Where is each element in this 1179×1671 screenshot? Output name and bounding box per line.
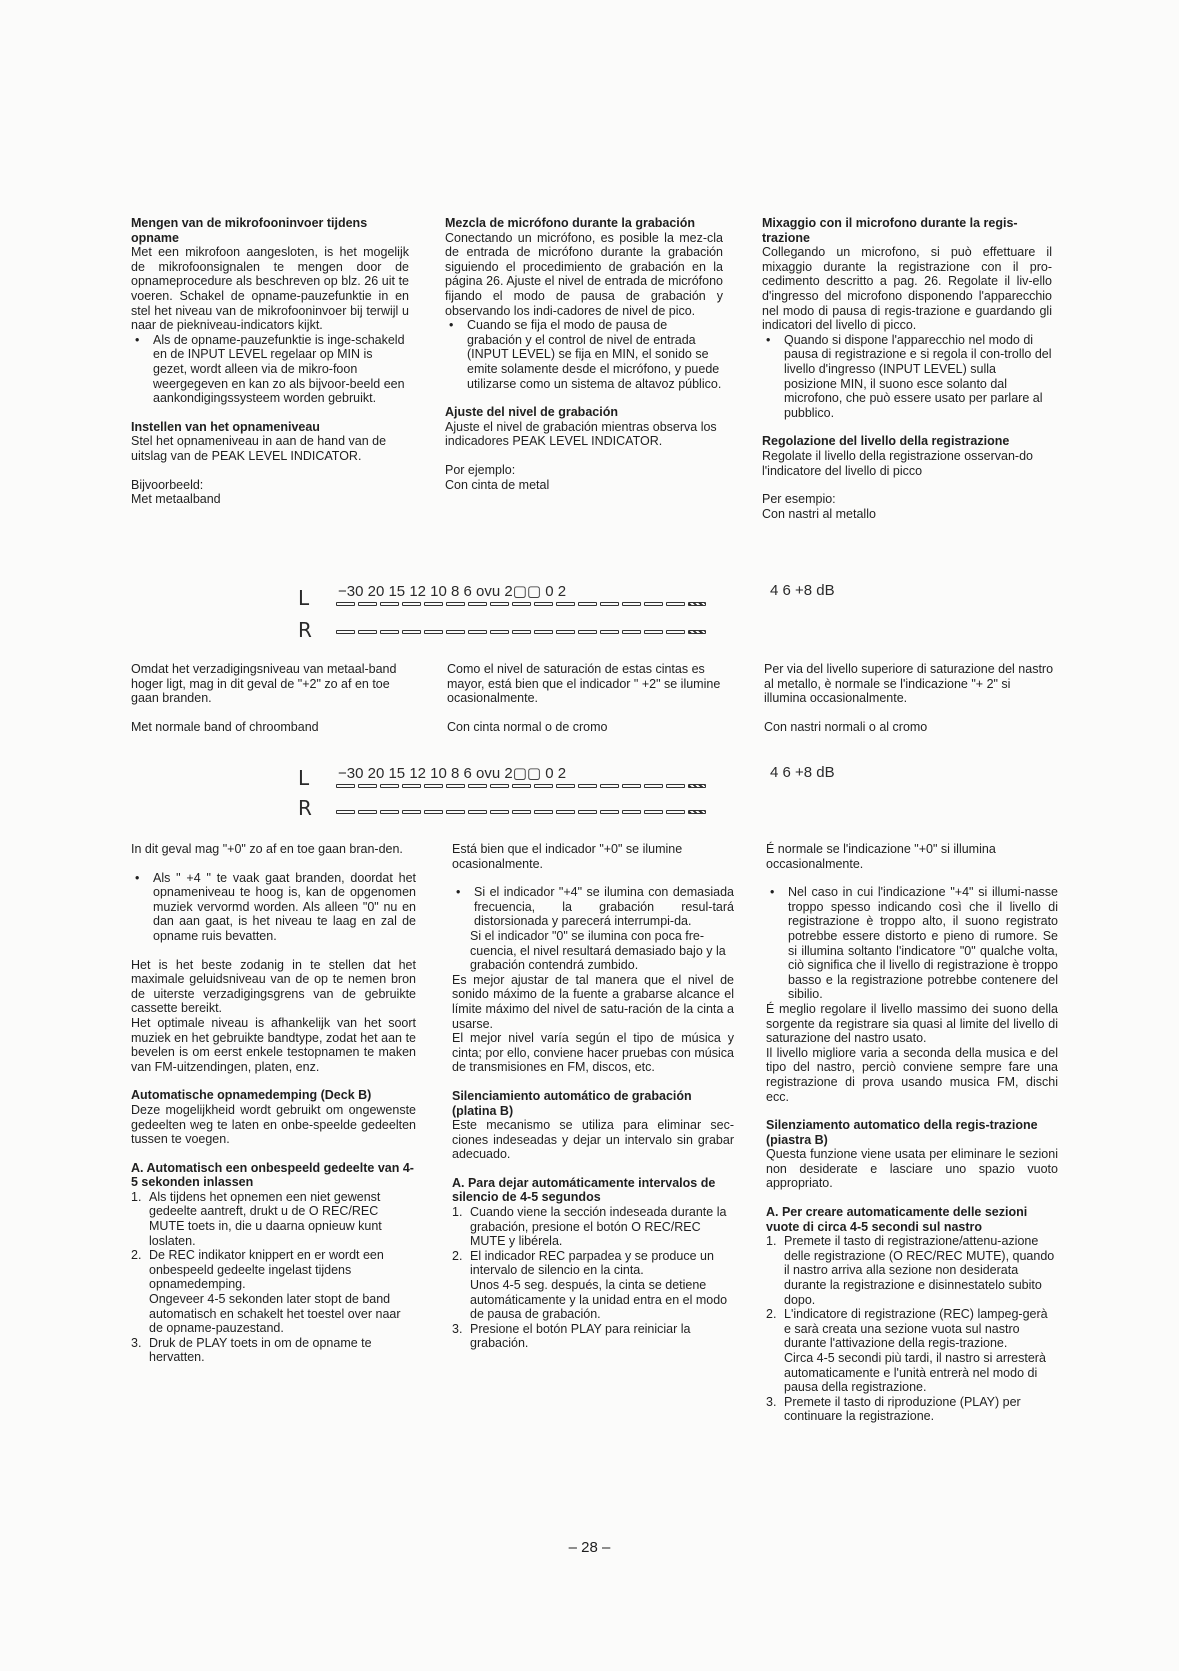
column-dutch <box>131 216 409 507</box>
meter-segment <box>402 784 421 788</box>
page-number: – 28 – <box>568 1539 611 1556</box>
bullet-item: • Cuando se fija el modo de pausa de grabación y el control de nivel de entrada (INPUT LEVEL) se fija en MIN, el sonido se emite solamente desde el micrófono, y puede utilizarse como un sistema de altavoz público. <box>445 318 723 391</box>
paragraph: É normale se l'indicazione "+0" si illumina occasionalmente. <box>766 842 996 871</box>
step-1 <box>131 1190 416 1248</box>
heading-auto-mute-it: Silenziamento automatico della regis-trazione (piastra B) <box>766 1118 1038 1147</box>
step-text: De REC indikator knippert en er wordt een onbespeeld gedeelte ingelast tijdens opnamedemping. <box>149 1248 384 1292</box>
paragraph: Como el nivel de saturación de estas cintas es mayor, está bien que el indicador " +2" se ilumine ocasionalmente. <box>447 662 721 706</box>
heading-level-it: Regolazione del livello della registrazione <box>762 434 1010 449</box>
paragraph: Regolate il livello della registrazione osservan-do l'indicatore del livello di picco <box>762 448 1033 478</box>
paragraph: Het is het beste zodanig in te stellen dat het maximale geluidsniveau van de op te nemen bron de uiterste verzadigingsgrens van de gebruikte cassette bereikt. <box>131 957 416 1016</box>
meter-segment <box>336 630 355 634</box>
meter-bar-left <box>336 602 706 606</box>
meter-segment <box>336 602 355 606</box>
meter-segment <box>468 602 487 606</box>
step-2-continued: Ongeveer 4-5 sekonden later stopt de band automatisch en schakelt het toestel over naar de opname-pauzestand. <box>149 1292 401 1336</box>
meter-segment <box>358 810 377 814</box>
step-3 <box>131 1336 416 1365</box>
paragraph: Este mecanismo se utiliza para eliminar sec-ciones indeseadas y dejar un intervalo sin grabar adecuado. <box>452 1118 734 1162</box>
paragraph: Omdat het verzadigingsniveau van metaal-band hoger ligt, mag in dit geval de "+2" zo af en toe gaan branden. <box>131 662 397 706</box>
step-number: 2. <box>766 1307 777 1322</box>
subheading-auto-blank-es: A. Para dejar automáticamente intervalos de silencio de 4-5 segundos <box>452 1175 716 1205</box>
meter-segment <box>644 602 663 606</box>
meter-segment <box>380 810 399 814</box>
meter-segment <box>578 630 597 634</box>
meter-segment <box>622 630 641 634</box>
meter-segment <box>446 602 465 606</box>
step-number: 1. <box>131 1189 142 1204</box>
meter-segment <box>468 630 487 634</box>
channel-left-label: L <box>298 766 310 790</box>
bullet-item: • Als de opname-pauzefunktie is inge-schakeld en de INPUT LEVEL regelaar op MIN is gezet, wordt alleen via de mikro-foon weergegeven en kan zo als bijvoor-beeld een aankondigingssysteem worden gebruikt. <box>131 333 409 406</box>
paragraph: É meglio regolare il livello massimo dei suono della sorgente da registrare sia quasi al limite del livello di saturazione del nastro usato. <box>766 1001 1058 1046</box>
meter-segment <box>424 810 443 814</box>
meter-segment <box>534 602 553 606</box>
meter-segment <box>446 630 465 634</box>
meter-segment <box>600 784 619 788</box>
meter-segment <box>534 784 553 788</box>
normal-tape-label: Con nastri normali o al cromo <box>764 719 928 734</box>
paragraph: Het optimale niveau is afhankelijk van het soort muziek en het gebruikte bandtype, zodat het aan te bevelen is om eerst enkele testopnamen te maken van FM-uitzendingen, platen, enz. <box>131 1015 416 1074</box>
heading-level-nl: Instellen van het opnameniveau <box>131 419 320 434</box>
meter-segment-peak <box>688 630 706 634</box>
meter-segment <box>358 784 377 788</box>
paragraph: Il livello migliore varia a seconda della musica e del tipo del nastro, perciò conviene sempre fare una registrazione di prova usando musica FM, dischi ecc. <box>766 1045 1058 1104</box>
example-label: Per esempio: <box>762 492 836 507</box>
bullet-item: • Si el indicador "+4" se ilumina con demasiada frecuencia, la grabación resul-tará distorsionada y parecerá interrumpi-da. <box>452 885 734 929</box>
column-spanish <box>445 216 723 492</box>
metal-note-es <box>447 662 727 734</box>
meter-segment <box>556 602 575 606</box>
step-2-continued: Circa 4-5 secondi più tardi, il nastro si arresterà automaticamente e l'unità entrerà nel modo di pausa della registrazione. <box>784 1351 1046 1395</box>
channel-left-label: L <box>298 586 310 610</box>
meter-segment <box>622 810 641 814</box>
meter-segment <box>666 630 685 634</box>
step-1 <box>766 1234 1058 1307</box>
meter-segment-peak <box>688 602 706 606</box>
column-italian <box>762 216 1052 521</box>
step-3 <box>766 1395 1058 1424</box>
meter-segment <box>336 810 355 814</box>
step-text: Druk de PLAY toets in om de opname te hervatten. <box>149 1335 372 1365</box>
meter-segment <box>622 784 641 788</box>
metal-note-it <box>764 662 1054 734</box>
meter-segment <box>512 784 531 788</box>
meter-segment <box>490 602 509 606</box>
step-text: Presione el botón PLAY para reiniciar la grabación. <box>470 1321 691 1351</box>
meter-segment <box>534 630 553 634</box>
meter-segment-peak <box>688 810 706 814</box>
meter-segment <box>622 602 641 606</box>
step-number: 3. <box>131 1335 142 1350</box>
meter-segment-peak <box>688 784 706 788</box>
bullet-continued: Si el indicador "0" se ilumina con poca fre-cuencia, el nivel resultará demasiado bajo y la grabación contendrá zumbido. <box>470 928 726 973</box>
meter-bar-right <box>336 630 706 634</box>
bullet-item: • Als " +4 " te vaak gaat branden, doordat het opnameniveau te hoog is, kan de opgenomen muziek vervormd worden. Als alleen "0" nu en dan aan gaat, is het niveau te laag en zal de opname ruis bevatten. <box>131 871 416 944</box>
lower-column-italian <box>766 842 1058 1424</box>
example-tape: Met metaalband <box>131 492 221 507</box>
meter-segment <box>600 630 619 634</box>
meter-segment <box>556 784 575 788</box>
paragraph: El mejor nivel varía según el tipo de música y cinta; por ello, conviene hacer pruebas con música de transmisiones en FM, discos, etc. <box>452 1031 734 1075</box>
meter-scale-db: 4 6 +8 dB <box>770 764 835 781</box>
meter-segment <box>402 602 421 606</box>
step-number: 2. <box>452 1248 463 1263</box>
heading-auto-mute-nl: Automatische opnamedemping (Deck B) <box>131 1088 372 1103</box>
paragraph: Ajuste el nivel de grabación mientras observa los indicadores PEAK LEVEL INDICATOR. <box>445 419 717 449</box>
meter-segment <box>424 602 443 606</box>
channel-right-label: R <box>298 618 312 642</box>
step-text: El indicador REC parpadea y se produce un intervalo de silencio en la cinta. <box>470 1248 714 1278</box>
step-number: 1. <box>452 1205 463 1220</box>
meter-segment <box>578 784 597 788</box>
meter-segment <box>578 810 597 814</box>
meter-segment <box>512 810 531 814</box>
heading-level-es: Ajuste del nivel de grabación <box>445 405 618 420</box>
example-tape: Con cinta de metal <box>445 477 550 492</box>
heading-mic-mixing-nl: Mengen van de mikrofooninvoer tijdens opname <box>131 216 368 245</box>
meter-segment <box>600 602 619 606</box>
step-3 <box>452 1322 734 1351</box>
channel-right-label: R <box>298 796 312 820</box>
example-label: Bijvoorbeeld: <box>131 477 204 492</box>
meter-segment <box>578 602 597 606</box>
step-number: 1. <box>766 1234 777 1249</box>
meter-segment <box>490 810 509 814</box>
paragraph: Es mejor ajustar de tal manera que el nivel de sonido máximo de la fuente a grabarse alcance el límite máximo del nivel de satu-ración de la cinta a usarse. <box>452 972 734 1031</box>
meter-segment <box>336 784 355 788</box>
meter-segment <box>424 630 443 634</box>
meter-bar-right <box>336 810 706 814</box>
paragraph: Met een mikrofoon aangesloten, is het mogelijk de mikrofoonsignalen te mengen door de opnameprocedure als beschreven op blz. 26 uit te voeren. Schakel de opname-pauzefunktie in en stel het niveau van de mikrofooninvoer bij terwijl u naar de piekniveau-indicators kijkt. <box>131 245 409 333</box>
bullet-item: • Nel caso in cui l'indicazione "+4" si illumi-nasse troppo spesso indicando così che il livello di registrazione è troppo alto, il suono registrato potrebbe essere distorto e pieno di rumore. Se si illumina soltanto l'indicatore "0" qualche volta, ciò significa che il livello di registrazione è troppo basso e la registrazione potrebbe contenere del sibilio. <box>766 885 1058 1002</box>
paragraph: Conectando un micrófono, es posible la mez-cla de entrada de micrófono durante la grabación siguiendo el procedimiento de grabación en la página 26. Ajuste el nivel de entrada de micrófono fijando el modo de pausa de grabación y observando los indi-cadores de nivel de pico. <box>445 230 723 318</box>
meter-segment <box>512 630 531 634</box>
meter-segment <box>644 784 663 788</box>
peak-level-meter-normal <box>0 762 1179 822</box>
heading-mic-mixing-es: Mezcla de micrófono durante la grabación <box>445 216 696 230</box>
paragraph: Questa funzione viene usata per eliminare le sezioni non desiderate e lasciare uno spazio vuoto appropriato. <box>766 1147 1058 1191</box>
paragraph: Stel het opnameniveau in aan de hand van de uitslag van de PEAK LEVEL INDICATOR. <box>131 434 387 463</box>
meter-segment <box>446 810 465 814</box>
meter-segment <box>644 810 663 814</box>
paragraph: Está bien que el indicador "+0" se ilumine ocasionalmente. <box>452 842 683 871</box>
metal-note-nl <box>131 662 411 734</box>
meter-segment <box>446 784 465 788</box>
subheading-auto-blank-nl: A. Automatisch een onbespeeld gedeelte van 4-5 sekonden inlassen <box>131 1160 414 1190</box>
meter-segment <box>358 630 377 634</box>
lower-column-spanish <box>452 842 734 1351</box>
meter-segment <box>644 630 663 634</box>
step-text: Als tijdens het opnemen een niet gewenst gedeelte aantreft, drukt u de O REC/REC MUTE toets in, die u daarna opnieuw kunt loslaten. <box>149 1189 382 1248</box>
meter-bar-left <box>336 784 706 788</box>
paragraph: Per via del livello superiore di saturazione del nastro al metallo, è normale se l'indicazione "+ 2" si illumina occasionalmente. <box>764 662 1054 706</box>
meter-segment <box>402 630 421 634</box>
step-2 <box>452 1249 734 1278</box>
meter-segment <box>490 630 509 634</box>
step-text: Premete il tasto di registrazione/attenu-azione delle registrazione (O REC/REC MUTE), quando il nastro arriva alla sezione non desiderata durante la registrazione e disinnestatelo subito dopo. <box>784 1234 1055 1307</box>
step-1 <box>452 1205 734 1249</box>
step-2 <box>131 1248 416 1292</box>
heading-mic-mixing-it: Mixaggio con il microfono durante la regis-trazione <box>762 216 1018 245</box>
meter-segment <box>380 784 399 788</box>
meter-scale-db: 4 6 +8 dB <box>770 582 835 599</box>
meter-segment <box>666 810 685 814</box>
meter-segment <box>534 810 553 814</box>
meter-scale: −30 20 15 12 10 8 6 ovu 2▢▢ 0 2 <box>338 765 567 782</box>
step-number: 3. <box>452 1321 463 1336</box>
normal-tape-label: Con cinta normal o de cromo <box>447 719 608 734</box>
meter-segment <box>512 602 531 606</box>
meter-segment <box>468 810 487 814</box>
step-number: 3. <box>766 1394 777 1409</box>
step-number: 2. <box>131 1248 142 1263</box>
heading-auto-mute-es: Silenciamiento automático de grabación (platina B) <box>452 1088 692 1118</box>
meter-segment <box>402 810 421 814</box>
paragraph: In dit geval mag "+0" zo af en toe gaan bran-den. <box>131 842 403 856</box>
peak-level-meter-metal <box>0 580 1179 640</box>
bullet-item: • Quando si dispone l'apparecchio nel modo di pausa di registrazione e si regola il con-trollo del livello d'ingresso (INPUT LEVEL) sulla posizione MIN, il suono esce solanto dal microfono, che può essere usato per parlare al pubblico. <box>762 333 1052 421</box>
meter-segment <box>380 630 399 634</box>
lower-column-dutch <box>131 842 416 1365</box>
paragraph: Deze mogelijkheid wordt gebruikt om ongewenste gedeelten weg te laten en onbe-speelde gedeelten tussen te voegen. <box>131 1102 416 1147</box>
example-tape: Con nastri al metallo <box>762 506 876 521</box>
step-text: Premete il tasto di riproduzione (PLAY) per continuare la registrazione. <box>784 1394 1021 1424</box>
meter-segment <box>600 810 619 814</box>
step-2 <box>766 1307 1058 1351</box>
meter-segment <box>380 602 399 606</box>
example-label: Por ejemplo: <box>445 462 516 477</box>
meter-segment <box>468 784 487 788</box>
paragraph: Collegando un microfono, si può effettuare il mixaggio durante la registrazione con il pro-cedimento descritto a pag. 26. Regolate il liv-ello d'ingresso del microfono disponendo l'apparecchio nel modo di pausa di regis-trazione e guardando gli indicatori del livello di picco. <box>762 245 1052 333</box>
step-2-continued: Unos 4-5 seg. después, la cinta se detiene automáticamente y la unidad entra en el modo de pausa de grabación. <box>470 1278 728 1322</box>
step-text: L'indicatore di registrazione (REC) lampeg-gerà e sarà creata una sezione vuota sul nastro durante l'attivazione della regis-trazione. <box>784 1307 1048 1351</box>
meter-segment <box>556 810 575 814</box>
step-text: Cuando viene la sección indeseada durante la grabación, presione el botón O REC/REC MUTE y libérela. <box>470 1205 727 1249</box>
meter-segment <box>424 784 443 788</box>
meter-segment <box>666 602 685 606</box>
meter-segment <box>556 630 575 634</box>
meter-scale: −30 20 15 12 10 8 6 ovu 2▢▢ 0 2 <box>338 583 567 600</box>
subheading-auto-blank-it: A. Per creare automaticamente delle sezioni vuote di circa 4-5 secondi sul nastro <box>766 1205 1028 1234</box>
normal-tape-label: Met normale band of chroomband <box>131 719 319 734</box>
meter-segment <box>490 784 509 788</box>
meter-segment <box>358 602 377 606</box>
meter-segment <box>666 784 685 788</box>
